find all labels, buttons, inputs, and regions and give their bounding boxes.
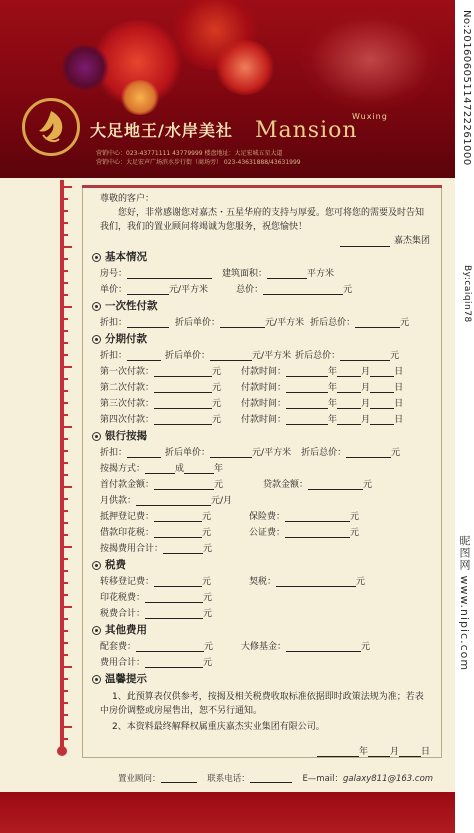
loan-fee-sum-field[interactable] — [163, 544, 203, 554]
inst-discount-field[interactable] — [127, 351, 161, 361]
image-id-text: No:20160605114722261000 — [461, 10, 472, 166]
installment-year-field[interactable] — [286, 367, 328, 377]
repair-fund-field[interactable] — [286, 642, 361, 652]
section-title: 一次性付款 — [105, 300, 158, 312]
ruler-tick — [60, 498, 68, 500]
total-price-field[interactable] — [263, 285, 343, 295]
ruler-tick — [60, 690, 68, 692]
ruler-tick — [60, 510, 68, 512]
ruler-tick — [60, 642, 68, 644]
ruler-tick — [60, 318, 68, 320]
section-tips — [92, 671, 430, 688]
area-field[interactable] — [267, 269, 307, 279]
ruler-tick — [60, 258, 68, 260]
inst-disc-unit-field[interactable] — [210, 351, 252, 361]
ruler-tick — [60, 630, 68, 632]
phoenix-logo — [22, 98, 80, 156]
section-title: 分期付款 — [105, 333, 147, 345]
ruler-tick — [60, 378, 68, 380]
bank-disc-unit-field[interactable] — [210, 448, 252, 458]
ruler-tick — [60, 714, 68, 716]
ruler-tick — [60, 270, 68, 272]
installment-amount-field[interactable] — [154, 399, 212, 409]
ruler-tick — [60, 294, 68, 296]
installment-month-field[interactable] — [337, 383, 361, 393]
section-installment — [92, 331, 430, 348]
installment-month-field[interactable] — [337, 367, 361, 377]
bullet-icon — [92, 561, 101, 570]
ruler-tick — [60, 306, 72, 308]
ruler-tick — [60, 462, 68, 464]
section-tax — [92, 557, 430, 574]
loan-mode-field[interactable] — [145, 464, 175, 474]
installment-amount-field[interactable] — [154, 383, 212, 393]
bullet-icon — [92, 675, 101, 684]
ruler-tick — [60, 594, 68, 596]
row-loan-sum: 按揭费用合计： 元 — [100, 543, 213, 554]
ruler-tick — [60, 222, 68, 224]
lace-decoration — [300, 10, 440, 110]
ruler-tick — [60, 390, 68, 392]
down-payment-field[interactable] — [154, 480, 214, 490]
author-text: By:caiqin78 — [462, 265, 472, 323]
row-supply: 配套费： 元 大修基金： 元 — [100, 641, 371, 652]
row-installment-1: 第一次付款： 元 付款时间： 年 月 日 — [100, 366, 404, 377]
letter-body: 您好，非常感谢您对嘉杰・五星华府的支持与厚爱。您可将您的需要及时告知我们，我们的置业顾问将竭诚为您服务，祝您愉快！ — [100, 208, 425, 232]
row-lump-discount: 折扣： 折后单价： 元/平方米 折后总价： 元 — [100, 317, 410, 328]
header-banner — [0, 0, 455, 178]
bank-discount-field[interactable] — [127, 448, 161, 458]
installment-month-field[interactable] — [337, 415, 361, 425]
ruler-tick — [60, 198, 68, 200]
insurance-field[interactable] — [285, 512, 350, 522]
ruler-tick — [60, 366, 72, 368]
ruler-tick — [60, 666, 72, 668]
ruler-tick — [60, 618, 68, 620]
section-lump-sum — [92, 298, 430, 315]
bullet-icon — [92, 253, 101, 262]
transfer-fee-field[interactable] — [154, 577, 202, 587]
row-installment-2: 第二次付款： 元 付款时间： 年 月 日 — [100, 382, 404, 393]
ruler-tick — [60, 522, 68, 524]
row-installment-3: 第三次付款： 元 付款时间： 年 月 日 — [100, 398, 404, 409]
row-installment-4: 第四次付款： 元 付款时间： 年 月 日 — [100, 414, 404, 425]
installment-day-field[interactable] — [370, 415, 394, 425]
ruler-tick — [60, 330, 68, 332]
unit-price-field[interactable] — [127, 285, 169, 295]
ruler-tick — [60, 546, 72, 548]
contact-line — [118, 772, 433, 784]
section-title: 税费 — [105, 559, 126, 571]
email-label: E—mail： — [302, 774, 344, 784]
tax-sum-field[interactable] — [145, 609, 203, 619]
installment-amount-field[interactable] — [154, 415, 212, 425]
section-other-fees — [92, 622, 430, 639]
tip-2: 2、本资料最终解释权属重庆嘉杰实业集团有限公司。 — [112, 722, 325, 732]
ruler-tick — [60, 534, 68, 536]
section-title: 其他费用 — [105, 624, 147, 636]
date-year-field[interactable] — [317, 747, 359, 757]
ruler-tick — [60, 186, 72, 188]
notary-fee-field[interactable] — [285, 528, 350, 538]
lump-discount-field[interactable] — [127, 318, 169, 328]
ruler-tick — [60, 738, 68, 740]
ruler-tick — [60, 342, 68, 344]
deed-tax-field[interactable] — [276, 577, 356, 587]
room-no-field[interactable] — [127, 269, 212, 279]
fee-sum-field[interactable] — [145, 658, 203, 668]
row-bank-discount: 折扣： 折后单价： 元/平方米 折后总价： 元 — [100, 447, 401, 458]
installment-amount-field[interactable] — [154, 367, 212, 377]
ruler-tick — [60, 582, 68, 584]
row-mortgage-reg: 抵押登记费： 元 保险费： 元 — [100, 511, 360, 522]
ruler-tick — [60, 702, 68, 704]
monthly-payment-field[interactable] — [136, 496, 211, 506]
consultant-label: 置业顾问： — [118, 774, 161, 784]
section-title: 基本情况 — [105, 251, 147, 263]
ruler-tick — [60, 606, 72, 608]
loan-amount-field[interactable] — [308, 480, 363, 490]
row-price: 单价： 元/平方米 总价： 元 — [100, 284, 353, 295]
date-row: 年 月 日 — [100, 744, 430, 760]
greeting: 尊敬的客户： — [100, 194, 155, 204]
side-strip — [455, 0, 474, 833]
ruler-tick — [60, 474, 68, 476]
row-fee-sum: 费用合计： 元 — [100, 657, 213, 668]
tip-1: 1、此预算表仅供参考，按揭及相关税费收取标准依据即时政策法规为准；若表中房价调整或房屋售出，恕不另行通知。 — [100, 692, 424, 716]
ruler-tick — [60, 414, 68, 416]
header-tel-line: 营销中心：023-43771111 43779999 楼盘地址：大足宏城五星大道 — [96, 150, 283, 157]
row-down-payment: 首付款金额： 元 贷款金额： 元 — [100, 479, 373, 490]
bank-disc-total-field[interactable] — [346, 448, 391, 458]
section-bank-mortgage — [92, 428, 430, 445]
consultant-field[interactable] — [161, 775, 197, 783]
flower-decoration — [60, 45, 110, 90]
ruler-tick — [60, 354, 68, 356]
row-tax-sum: 税费合计： 元 — [100, 608, 213, 619]
phone-field[interactable] — [250, 775, 292, 783]
installment-day-field[interactable] — [370, 383, 394, 393]
installment-day-field[interactable] — [370, 367, 394, 377]
ruler-tick — [60, 426, 72, 428]
stamp-tax-field[interactable] — [154, 528, 202, 538]
installment-year-field[interactable] — [286, 399, 328, 409]
installment-month-field[interactable] — [337, 399, 361, 409]
brand-name-en-small: Wuxing — [352, 112, 388, 121]
ruler-tick — [60, 654, 68, 656]
footer-band — [0, 792, 455, 833]
installment-year-field[interactable] — [286, 383, 328, 393]
signature: 嘉杰集团 — [393, 236, 430, 246]
ruler-tick — [60, 570, 68, 572]
ruler-tick — [60, 726, 72, 728]
ruler-tick — [60, 210, 68, 212]
row-print-tax: 印花税费： 元 — [100, 592, 213, 603]
print-tax-field[interactable] — [145, 593, 203, 603]
signature-row — [100, 234, 430, 249]
ruler-decoration — [60, 180, 72, 750]
header-address-line: 营销中心：大足宏声广场滨水步行街（商场旁） 023-43631888/43631999 — [96, 159, 301, 166]
row-loan-mode: 按揭方式： 成 年 — [100, 463, 224, 474]
row-inst-discount: 折扣： 折后单价： 元/平方米 折后总价： 元 — [100, 350, 400, 361]
ruler-tick — [60, 486, 72, 488]
section-title: 银行按揭 — [105, 430, 147, 442]
bullet-icon — [92, 626, 101, 635]
ruler-tick — [60, 282, 68, 284]
ruler-tick — [60, 450, 68, 452]
row-transfer: 转移登记费： 元 契税： 元 — [100, 576, 366, 587]
ruler-tick — [60, 234, 68, 236]
brand-name-en: Mansion — [255, 118, 358, 143]
inst-disc-total-field[interactable] — [340, 351, 390, 361]
row-room: 房号： 建筑面积： 平方米 — [100, 268, 335, 279]
section-title: 温馨提示 — [105, 673, 147, 685]
row-stamp: 借款印花税： 元 公证费： 元 — [100, 527, 360, 538]
email-value: galaxy811@163.com — [343, 774, 434, 784]
flower-decoration — [215, 40, 275, 95]
bullet-icon — [92, 432, 101, 441]
date-month-field[interactable] — [368, 747, 390, 757]
installment-year-field[interactable] — [286, 415, 328, 425]
bullet-icon — [92, 335, 101, 344]
form-frame-top — [82, 185, 442, 188]
loan-years-field[interactable] — [184, 464, 214, 474]
footer — [0, 760, 455, 833]
form-body — [100, 192, 430, 760]
ruler-tick — [60, 438, 68, 440]
lump-disc-unit-field[interactable] — [220, 318, 265, 328]
ruler-tick — [60, 402, 68, 404]
bullet-icon — [92, 302, 101, 311]
mortgage-reg-field[interactable] — [154, 512, 202, 522]
ruler-tick — [60, 558, 68, 560]
date-day-field[interactable] — [399, 747, 421, 757]
flower-decoration — [120, 80, 160, 115]
lump-disc-total-field[interactable] — [355, 318, 400, 328]
watermark-text: 昵图网 www.nipic.com — [458, 535, 471, 672]
installment-day-field[interactable] — [370, 399, 394, 409]
brand-name-cn: 大足地王/水岸美社 — [90, 121, 233, 140]
ruler-tick — [60, 678, 68, 680]
supply-fee-field[interactable] — [136, 642, 204, 652]
phone-label: 联系电话： — [207, 774, 250, 784]
ruler-tick — [60, 246, 72, 248]
section-basic — [92, 249, 430, 266]
row-monthly: 月供款： 元/月 — [100, 495, 233, 506]
